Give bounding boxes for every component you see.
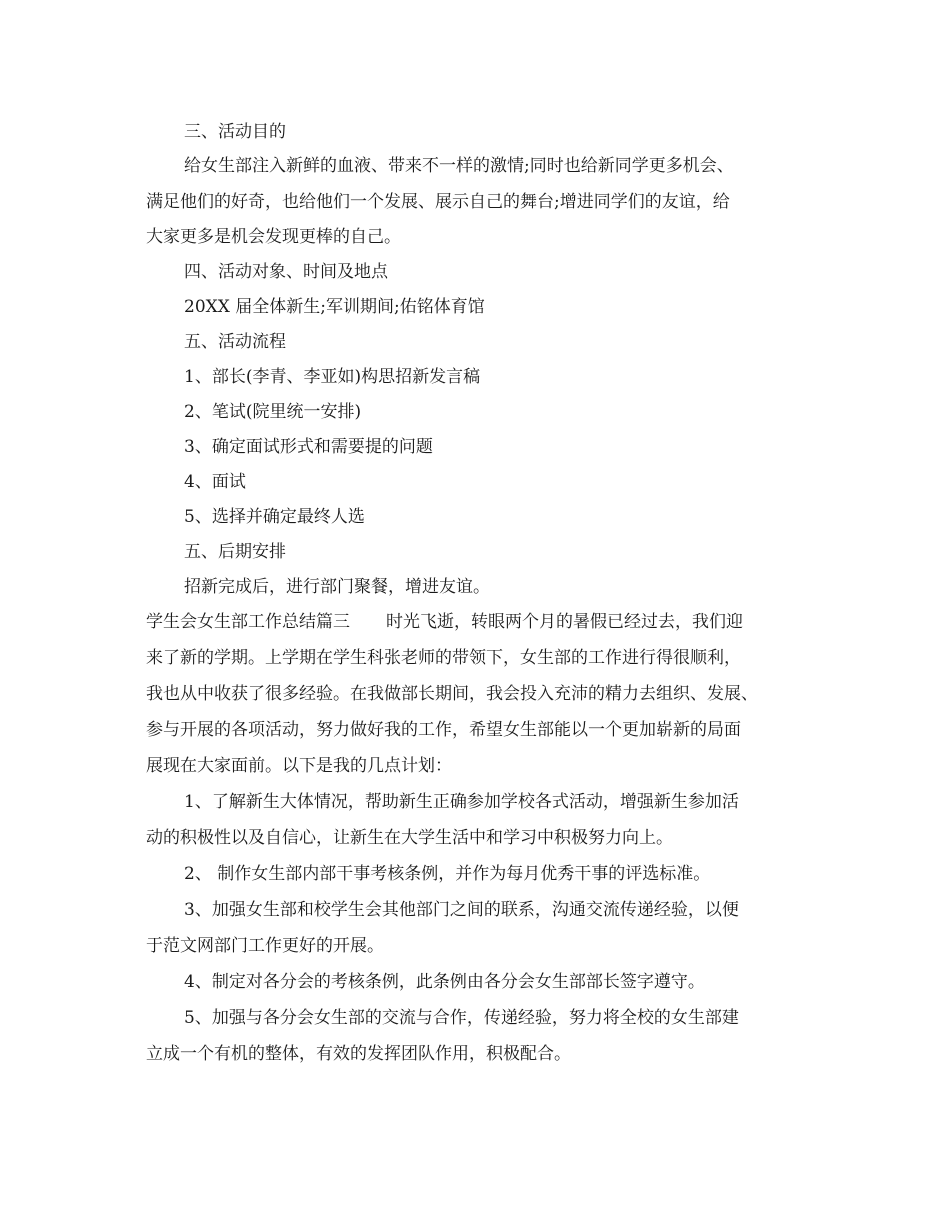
list-item: 1、部长(李青、李亚如)构思招新发言稿	[184, 367, 481, 387]
paragraph-line: 动的积极性以及自信心，让新生在大学生活中和学习中积极努力向上。	[146, 828, 673, 848]
paragraph-line: 我也从中收获了很多经验。在我做部长期间，我会投入充沛的精力去组织、发展、	[146, 684, 758, 704]
paragraph-line: 参与开展的各项活动，努力做好我的工作，希望女生部能以一个更加崭新的局面	[146, 720, 741, 740]
list-item: 2、笔试(院里统一安排)	[184, 402, 362, 422]
paragraph-line: 展现在大家面前。以下是我的几点计划：	[146, 756, 452, 776]
list-item: 3、加强女生部和校学生会其他部门之间的联系，沟通交流传递经验，以便	[184, 900, 739, 920]
list-item: 5、加强与各分会女生部的交流与合作，传递经验，努力将全校的女生部建	[184, 1008, 739, 1028]
list-item: 4、制定对各分会的考核条例，此条例由各分会女生部部长签字遵守。	[184, 972, 705, 992]
paragraph-line: 给女生部注入新鲜的血液、带来不一样的激情;同时也给新同学更多机会、	[184, 156, 734, 176]
section-heading-process: 五、活动流程	[184, 332, 286, 352]
paragraph-line: 大家更多是机会发现更棒的自己。	[146, 227, 401, 247]
paragraph-line: 于范文网部门工作更好的开展。	[146, 936, 384, 956]
section-heading-target: 四、活动对象、时间及地点	[184, 262, 388, 282]
list-item: 5、选择并确定最终人选	[184, 507, 365, 527]
list-item: 4、面试	[184, 472, 246, 492]
article-title: 学生会女生部工作总结篇三	[146, 612, 350, 632]
list-item: 1、了解新生大体情况，帮助新生正确参加学校各式活动，增强新生参加活	[184, 792, 739, 812]
section-heading-purpose: 三、活动目的	[184, 122, 286, 142]
paragraph-line: 20XX 届全体新生;军训期间;佑铭体育馆	[184, 297, 485, 317]
list-item: 3、确定面试形式和需要提的问题	[184, 437, 433, 457]
paragraph-line: 满足他们的好奇，也给他们一个发展、展示自己的舞台;增进同学们的友谊，给	[146, 192, 730, 212]
list-item: 2、 制作女生部内部干事考核条例，并作为每月优秀干事的评选标准。	[184, 864, 711, 884]
paragraph-line: 来了新的学期。上学期在学生科张老师的带领下，女生部的工作进行得很顺利，	[146, 648, 741, 668]
article-title-line	[146, 612, 743, 632]
section-heading-followup: 五、后期安排	[184, 542, 286, 562]
paragraph-line: 时光飞逝，转眼两个月的暑假已经过去，我们迎	[386, 612, 743, 632]
paragraph-line: 立成一个有机的整体，有效的发挥团队作用，积极配合。	[146, 1044, 571, 1064]
paragraph-line: 招新完成后，进行部门聚餐，增进友谊。	[184, 577, 490, 597]
